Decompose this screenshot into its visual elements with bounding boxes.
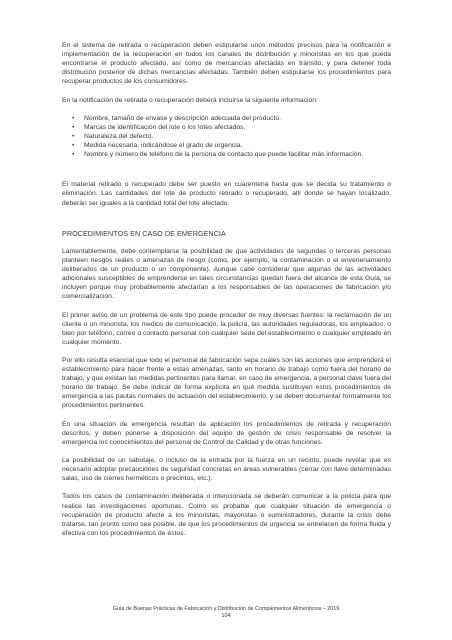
page-footer: [0, 606, 452, 620]
notification-info-list: [62, 114, 391, 159]
paragraph: El primer aviso de un problema de este tipo puede proceder de muy diversas fuentes: la reclamación de un cliente o un minorista, los medios de comunicación, la policía, las autoridades reguladoras, los empleados, o bien por teléfono, correo o contacto personal con cualquier sede del establecimiento o cualquier empleado en cualquier momento.: [62, 311, 391, 346]
list-item: • Marcas de identificación del lote o los lotes afectados.: [84, 123, 391, 132]
spacer: [62, 168, 391, 180]
paragraph: Lamentablemente, debe contemplarse la posibilidad de que actividades de segundas o terceras personas planteen riesgos reales o amenazas de riesgo (como, por ejemplo, la contaminación o el envenenamiento deliberados de un producto o un componente). Aunque cabe considerar que algunas de las actividades adicionales susceptibles de emprenderse en tales circunstancias quedan fuera del alcance de esta Guía, se incluyen porque muy probablemente afectarían a los responsables de las operaciones de fabricación y/o comercialización.: [62, 247, 391, 301]
paragraph: En la notificación de retirada o recuperación deberá incluirse la siguiente información:: [62, 96, 318, 104]
paragraph: En el sistema de retirada o recuperación deben estipularse unos métodos precisos para la notificación e implementación de la recuperación en todos los canales de distribución y minoristas en los que pueda encontrarse el producto afectado, así como de mercancías afectadas en tránsito, y para detener toda distribución posterior de dichas mercancías afectadas. También deben estipularse los procedimientos para recuperar productos de los consumidores.: [62, 42, 391, 86]
list-item: • Naturaleza del defecto.: [84, 132, 391, 141]
paragraph: El material retirado o recuperado debe ser puesto en cuarentena hasta que se decida su tratamiento o eliminación. Las cantidades del lote de producto retirado o recuperado, allí donde se hayan localizado, deberán ser iguales a la cantidad total del lote afectado.: [62, 181, 391, 207]
spacer: [62, 217, 391, 229]
paragraph: En una situación de emergencia resultan de aplicación los procedimientos de retirada y recuperación descritos, y deben ponerse a disposición del equipo de gestión de crisis responsable de resolver la emergencia los conocimientos del personal de Control de Calidad y de otras funciones.: [62, 420, 391, 446]
list-item: • Medida necesaria, indicándose el grado de urgencia.: [84, 141, 391, 150]
list-item: • Nombre y número de teléfono de la persona de contacto que puede facilitar más información.: [84, 150, 391, 159]
footer-title: Guía de Buenas Prácticas de Fabricación y Distribución de Complementos Alimenticios – 2019: [112, 606, 340, 612]
list-item: • Nombre, tamaño de envase y descripción adecuada del producto.: [84, 114, 391, 123]
section-heading: PROCEDIMIENTOS EN CASO DE EMERGENCIA: [62, 228, 226, 238]
paragraph: Todos los casos de contaminación deliberada o intencionada se deberán comunicar a la policía para que realice las investigaciones oportunas. Como es probable que cualquier situación de emergencia o recuperación de producto afecte a los minoristas, mayoristas o suministradores, durante la crisis debe tratarse, tan pronto como sea posible, de que los procedimientos de urgencia se entrelacen de forma fluida y efectiva con los procedimientos de éstos.: [62, 493, 391, 537]
page-number: 104: [221, 613, 231, 619]
document-body: [62, 41, 391, 547]
paragraph: La posibilidad de un sabotaje, o incluso de la entrada por la fuerza en un recinto, puede revelar que es necesario adoptar precauciones de seguridad concretas en áreas vulnerables (cerrar con llave determinadas salas, uso de cierres herméticos o precintos, etc.).: [62, 457, 391, 483]
paragraph: Por ello resulta esencial que todo el personal de fabricación sepa cuáles son las acciones que emprenderá el establecimiento para hacer frente a estas amenazas, tanto en horario de trabajo como fuera del horario de trabajo, y que existan las medidas pertinentes para llamar, en caso de emergencia, a personal clave fuera del horario de trabajo. Se debe indicar de forma explícita en qué medida sustituyen estos procedimientos de emergencia a las pautas normales de actuación del establecimiento, y se deben documentar formalmente los procedimientos pertinentes.: [62, 357, 391, 410]
